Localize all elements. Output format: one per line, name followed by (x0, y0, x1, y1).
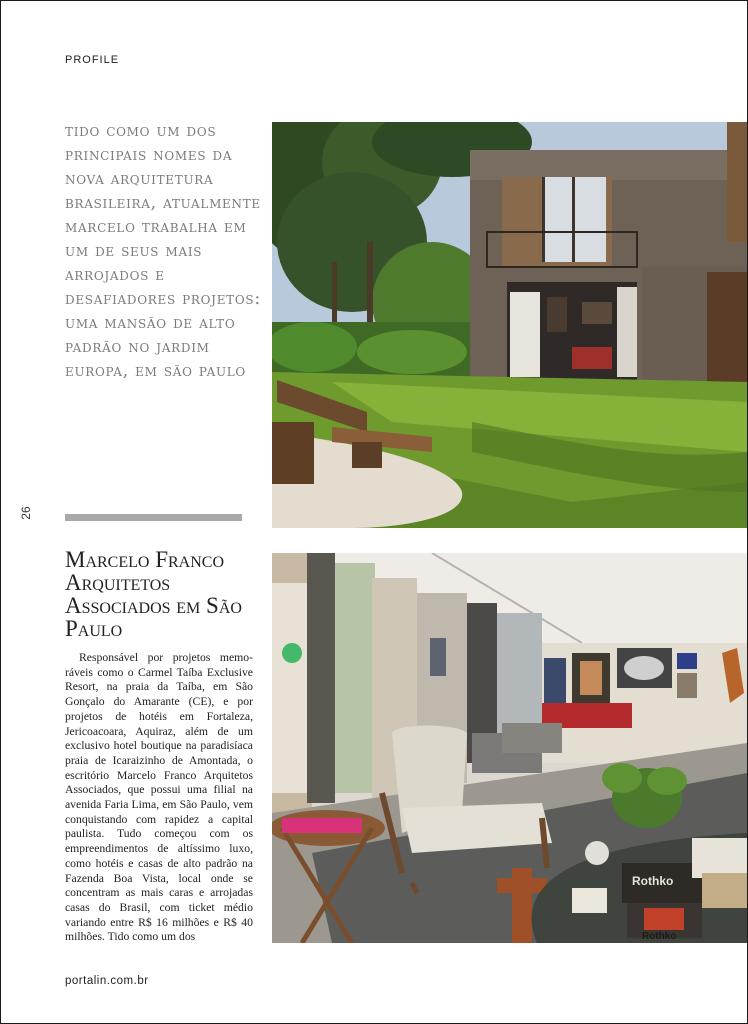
page-number: 26 (19, 506, 33, 520)
pull-quote-bar (65, 514, 242, 521)
article-title: Marcelo Franco Arquitetos Associados em São Paulo (65, 547, 242, 641)
book-title-1: Rothko (632, 874, 674, 888)
book-title-2: Rothko (642, 931, 677, 942)
article-body: Responsável por projetos memoráveis como o Carmel Taíba Exclusive Resort, na praia da Taíba, em São Gonçalo do Amarante (CE), e por projetos de hotéis em Fortaleza, Jericoacoara, Aquiraz, além de um exclusivo hotel boutique na paradisíaca praia de Icaraizinho de Amontada, o escritório Marcelo Franco Arquitetos Associados, que possui uma filial na avenida Faria Lima, em São Paulo, vem conquistando com rapidez a capital paulista. Tudo começou com os empreendimentos de altíssimo luxo, como hotéis e casas de alto padrão na Fazenda Boa Vista, local onde se concentram as mais caras e arrojadas casas do Brasil, com ticket médio variando entre R$ 16 milhões e R$ 40 milhões. Tido como um dos (65, 651, 253, 944)
interior-living-room-photo (272, 553, 747, 943)
section-label: PROFILE (65, 54, 120, 66)
pull-quote: tido como um dos principais nomes da nova arquitetura brasileira, atualmente marcelo trabalha em um de seus mais arrojados e desafiadores projetos: uma mansão de alto padrão no jardim europa, em são paulo (65, 121, 261, 381)
footer-url: portalin.com.br (65, 975, 149, 987)
exterior-house-photo (272, 122, 747, 528)
